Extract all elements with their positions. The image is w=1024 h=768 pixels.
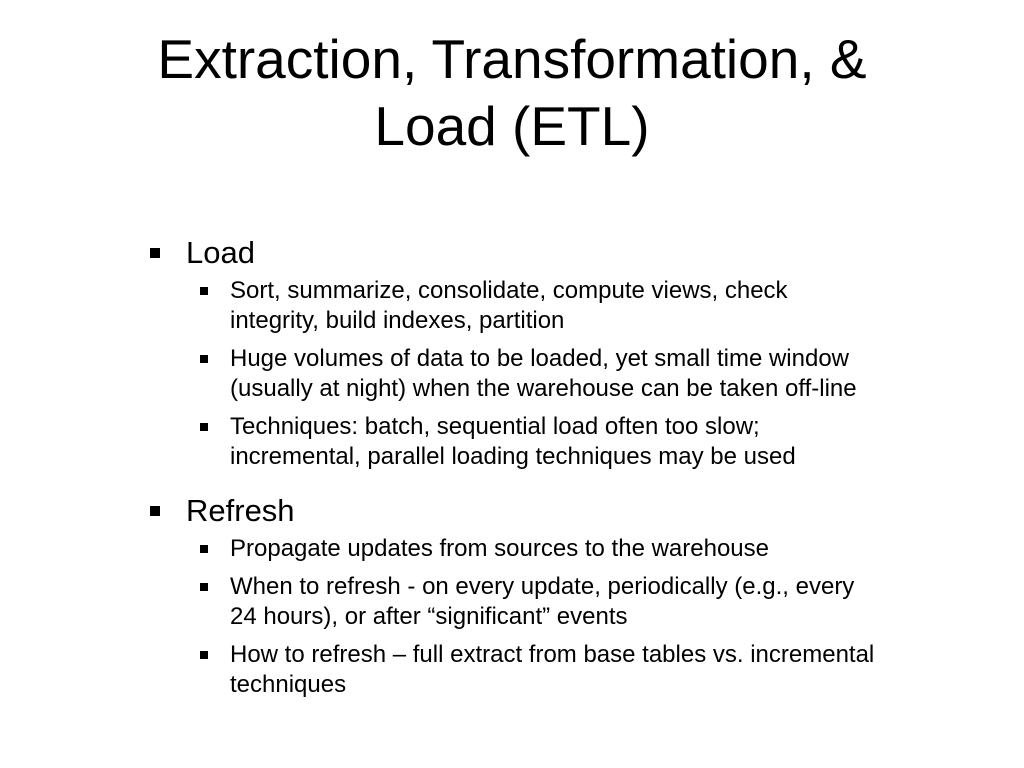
bullet-text-line: Techniques: batch, sequential load often too slow; — [230, 413, 760, 440]
bullet-level2 — [148, 344, 1000, 404]
title-line: Load (ETL) — [374, 95, 650, 157]
square-bullet-icon — [150, 506, 160, 516]
section-load — [148, 234, 1008, 472]
bullet-text-line: When to refresh - on every update, periodically (e.g., every — [230, 573, 855, 600]
bullet-text-line: 24 hours), or after “significant” events — [230, 603, 628, 630]
bullet-level2 — [148, 640, 1000, 700]
bullet-text-line: integrity, build indexes, partition — [230, 307, 565, 334]
bullet-level2 — [148, 534, 1000, 564]
bullet-level2 — [148, 412, 1000, 472]
slide-title — [60, 26, 964, 160]
bullet-text-line: incremental, parallel loading techniques may be used — [230, 443, 796, 470]
bullet-level1 — [148, 234, 1008, 272]
bullet-text-line: How to refresh – full extract from base tables vs. incremental — [230, 641, 875, 668]
section-heading: Refresh — [186, 493, 295, 528]
square-bullet-icon — [150, 248, 160, 258]
bullet-text-line: Propagate updates from sources to the warehouse — [230, 535, 769, 562]
bullet-text-line: Sort, summarize, consolidate, compute views, check — [230, 277, 788, 304]
section-heading: Load — [186, 235, 255, 270]
square-bullet-icon — [200, 545, 208, 553]
bullet-list — [148, 234, 1008, 720]
bullet-text-line: Huge volumes of data to be loaded, yet small time window — [230, 345, 849, 372]
square-bullet-icon — [200, 287, 208, 295]
square-bullet-icon — [200, 651, 208, 659]
title-line: Extraction, Transformation, & — [157, 28, 867, 90]
bullet-level1 — [148, 492, 1008, 530]
bullet-level2 — [148, 276, 1000, 336]
bullet-text-line: (usually at night) when the warehouse can be taken off-line — [230, 375, 857, 402]
square-bullet-icon — [200, 355, 208, 363]
square-bullet-icon — [200, 583, 208, 591]
square-bullet-icon — [200, 423, 208, 431]
section-refresh — [148, 492, 1008, 700]
bullet-text-line: techniques — [230, 671, 347, 698]
bullet-level2 — [148, 572, 1000, 632]
